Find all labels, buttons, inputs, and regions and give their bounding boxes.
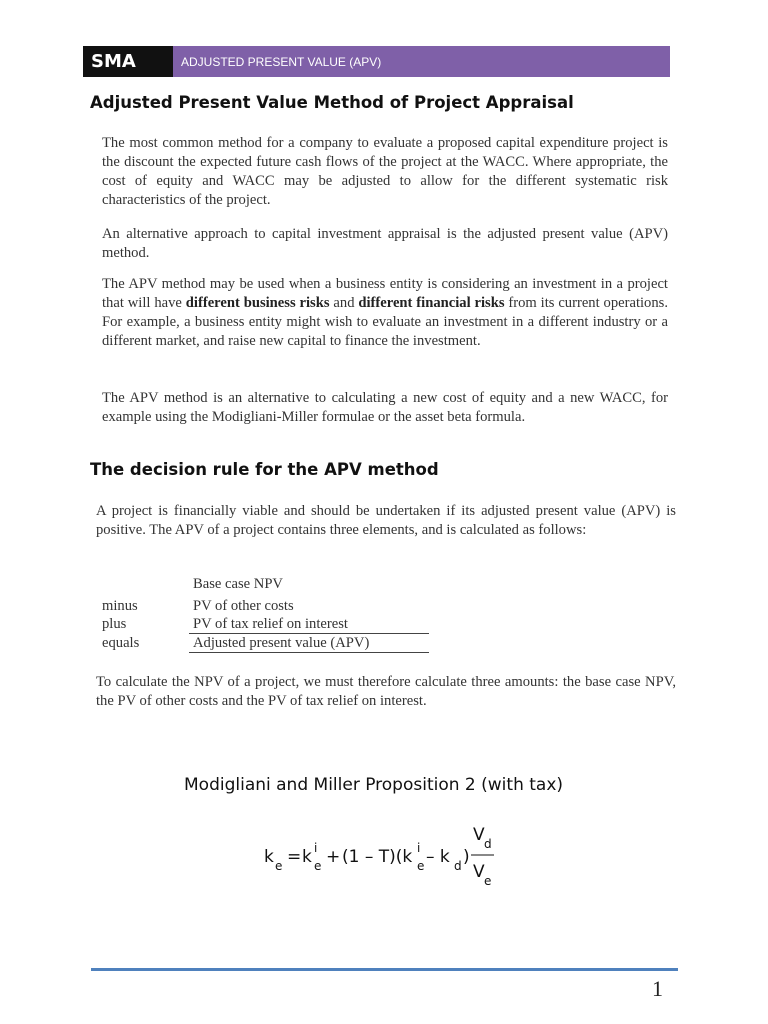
formula-close: ) [463,847,470,867]
page-number: 1 [652,976,663,1001]
formula-k2-sup: i [417,841,421,855]
bold-business-risks: different business risks [185,295,330,311]
formula-lhs-sub: e [275,859,283,873]
mm-proposition-2-formula [262,820,512,900]
formula-denominator: V [473,862,485,882]
calc-operator: plus [102,616,127,632]
formula-title: Modigliani and Miller Proposition 2 (with tax) [184,775,564,795]
paragraph-apv-usage: The APV method may be used when a business entity is considering an investment in a project that will have different business risks and different financial risks from its current operations. For example, a business entity might wish to evaluate an investment in a different industry or a different market, and raise new capital to finance the investment. [102,276,668,349]
paragraph-npv-calculation: To calculate the NPV of a project, we must therefore calculate three amounts: the base case NPV, the PV of other costs and the PV of tax relief on interest. [96,674,676,709]
calc-item: Adjusted present value (APV) [189,635,429,653]
formula-plus: + [326,847,341,867]
formula-paren: (1 – T)(k [342,847,413,867]
paragraph-decision-rule: A project is financially viable and should be undertaken if its adjusted present value (APV) is positive. The APV of a project contains three elements, and is calculated as follows: [96,503,676,538]
section-heading-apv-method: Adjusted Present Value Method of Project Appraisal [90,93,574,112]
calc-item: PV of other costs [193,597,294,614]
paragraph-alternative-approach: An alternative approach to capital investment appraisal is the adjusted present value (APV) method. [102,226,668,261]
calc-operator: minus [102,597,138,614]
formula-k1: k [302,847,312,867]
calc-operator: equals [102,634,140,651]
bold-financial-risks: different financial risks [358,295,505,311]
formula-k1-sup: i [314,841,318,855]
formula-lhs: k [264,847,274,867]
formula-equals: = [287,847,302,867]
footer-divider [91,968,678,971]
formula-numerator: V [473,825,485,845]
paragraph-common-method: The most common method for a company to evaluate a proposed capital expenditure project is the discount the expected future cash flows of the project at the WACC. Where appropriate, the cost of equity and WACC may be adjusted to allow for the different systematic risk characteristics of the project. [102,135,668,208]
formula-graphic [262,820,512,895]
formula-minus-kd: – k [426,847,450,867]
header-chapter-title: ADJUSTED PRESENT VALUE (APV) [173,46,670,77]
formula-k2-sub: e [417,859,425,873]
header-course-code: SMA [83,46,173,77]
calc-item: Base case NPV [193,576,283,592]
formula-kd-sub: d [454,859,462,873]
section-heading-decision-rule: The decision rule for the APV method [90,460,439,479]
calc-item: PV of tax relief on interest [189,616,429,634]
paragraph-apv-alternative: The APV method is an alternative to calculating a new cost of equity and a new WACC, for example using the Modigliani-Miller formulae or the asset beta formula. [102,390,668,425]
formula-numerator-sub: d [484,837,492,851]
formula-k1-sub: e [314,859,322,873]
formula-denominator-sub: e [484,874,492,888]
document-header [83,46,670,77]
